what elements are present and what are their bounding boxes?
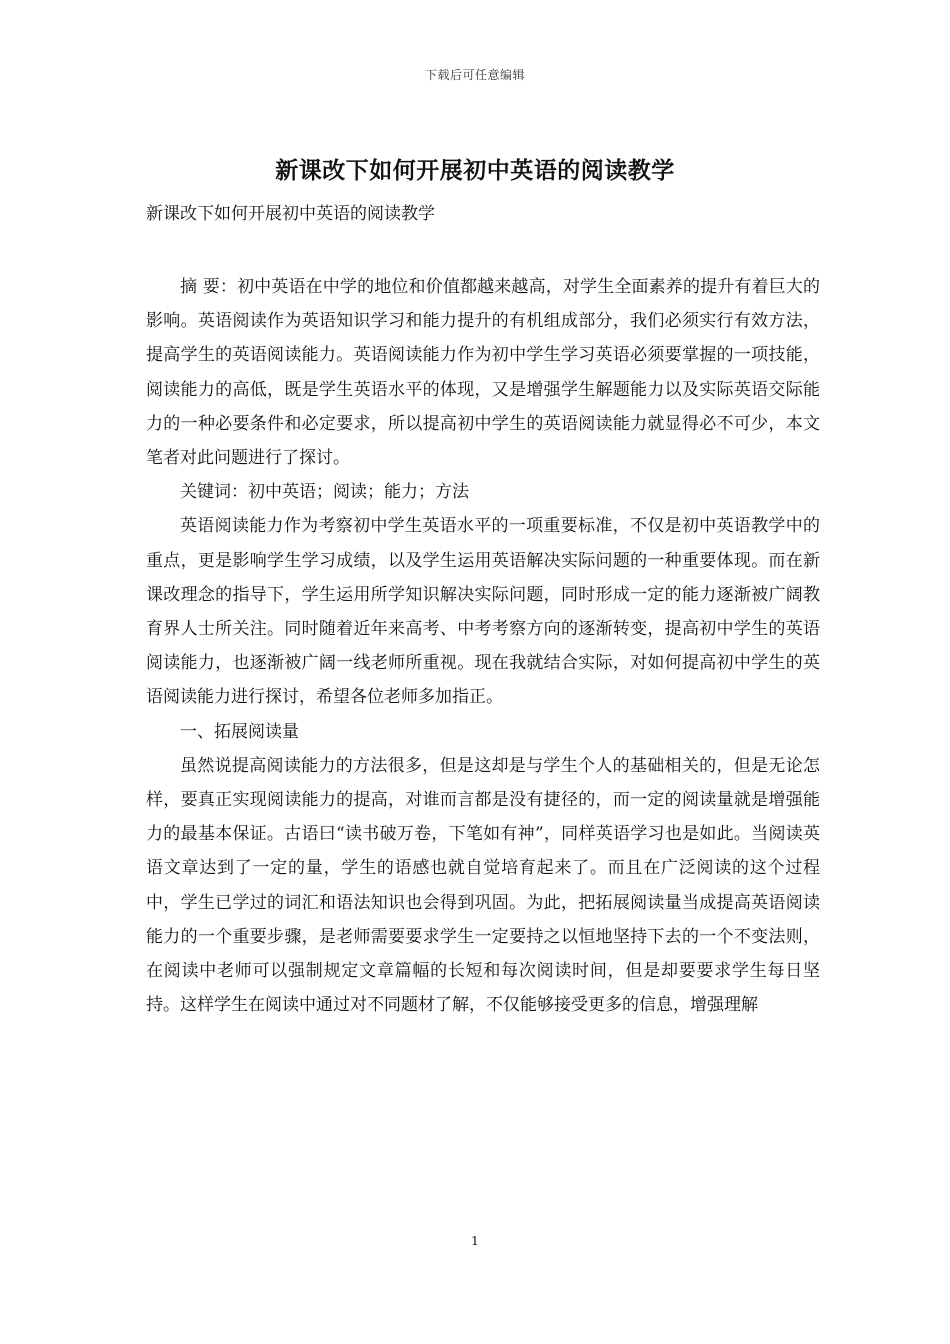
section-paragraph: 虽然说提高阅读能力的方法很多，但是这却是与学生个人的基础相关的，但是无论怎样，要真正实现阅读能力的提高，对谁而言都是没有捷径的，而一定的阅读量就是增强能力的最基本保证。古语曰“读书破万卷，下笔如有神”，同样英语学习也是如此。当阅读英语文章达到了一定的量，学生的语感也就自觉培育起来了。而且在广泛阅读的这个过程中，学生已学过的词汇和语法知识也会得到巩固。为此，把拓展阅读量当成提高英语阅读能力的一个重要步骤，是老师需要要求学生一定要持之以恒地坚持下去的一个不变法则，在阅读中老师可以强制规定文章篇幅的长短和每次阅读时间，但是却要要求学生每日坚持。这样学生在阅读中通过对不同题材了解，不仅能够接受更多的信息，增强理解 [146,755,820,1016]
document-subtitle: 新课改下如何开展初中英语的阅读教学 [146,204,435,224]
document-title: 新课改下如何开展初中英语的阅读教学 [275,157,675,184]
abstract-paragraph: 摘 要：初中英语在中学的地位和价值都越来越高，对学生全面素养的提升有着巨大的影响。英语阅读作为英语知识学习和能力提升的有机组成部分，我们必须实行有效方法，提高学生的英语阅读能力。英语阅读能力作为初中学生学习英语必须要掌握的一项技能，阅读能力的高低，既是学生英语水平的体现，又是增强学生解题能力以及实际英语交际能力的一种必要条件和必定要求，所以提高初中学生的英语阅读能力就显得必不可少，本文笔者对此问题进行了探讨。 [146,277,820,469]
keywords-paragraph: 关键词：初中英语；阅读；能力；方法 [180,482,469,503]
page-header-note: 下载后可任意编辑 [424,68,525,82]
document-body [146,270,820,1022]
section-heading: 一、拓展阅读量 [180,721,299,742]
page-number: 1 [471,1234,479,1248]
intro-paragraph: 英语阅读能力作为考察初中学生英语水平的一项重要标准，不仅是初中英语教学中的重点，更是影响学生学习成绩，以及学生运用英语解决实际问题的一种重要体现。而在新课改理念的指导下，学生运用所学知识解决实际问题，同时形成一定的能力逐渐被广阔教育界人士所关注。同时随着近年来高考、中考考察方向的逐渐转变，提高初中学生的英语阅读能力，也逐渐被广阔一线老师所重视。现在我就结合实际，对如何提高初中学生的英语阅读能力进行探讨，希望各位老师多加指正。 [146,516,820,708]
